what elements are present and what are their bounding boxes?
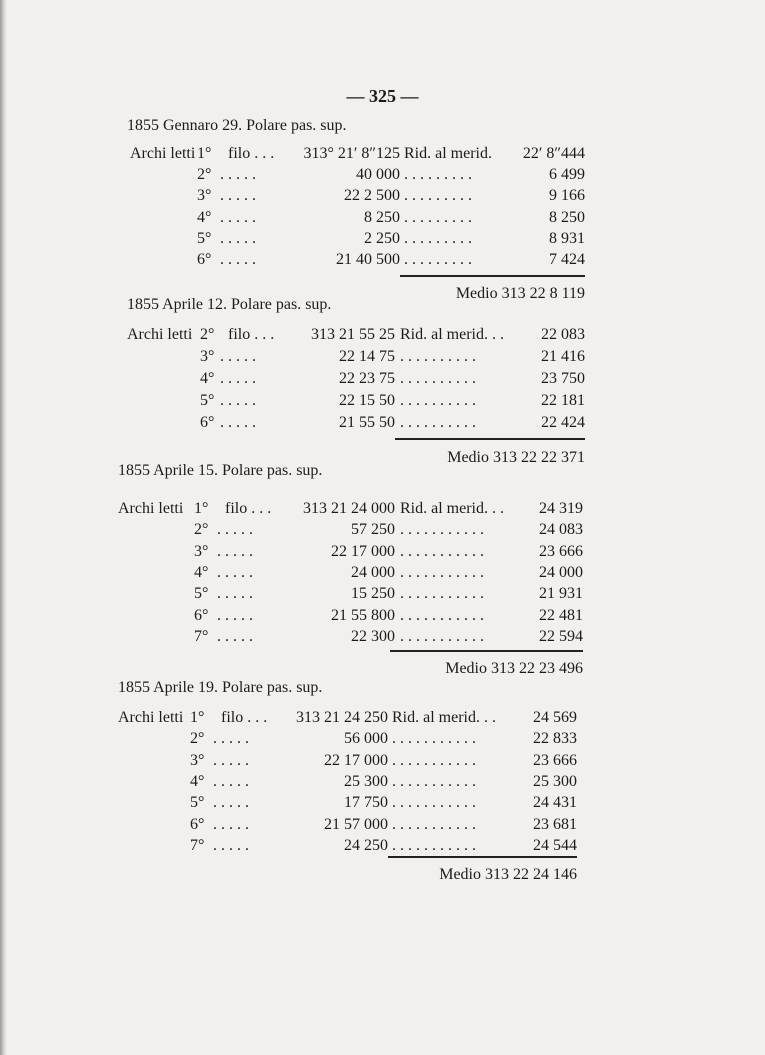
reading-value: 17 750 [344,794,388,812]
leader-text: . . . . . [213,751,249,769]
reduced-value: 24 569 [533,709,577,726]
table-row [0,709,765,729]
reading-value: 22 15 50 [339,392,395,409]
reading-value: 22 17 000 [324,751,388,769]
row-label: Archi letti [118,709,184,726]
reduced-value: 21 416 [541,348,585,365]
leader-text: . . . . . [217,521,253,539]
wire-ordinal: 7° [190,836,205,854]
leader-text: . . . . . [220,208,256,226]
reduced-value: 8 931 [549,229,585,247]
reduction-label: . . . . . . . . . [404,208,472,226]
table-row [0,392,765,412]
reduction-label: . . . . . . . . . . . [392,772,476,790]
reduction-label: . . . . . . . . . . . [400,606,484,624]
wire-ordinal: 6° [197,251,212,268]
leader-text: . . . . . [220,392,256,409]
leader-text: . . . . . [217,585,253,603]
reading-value: 25 300 [344,772,388,790]
reduced-value: 21 931 [539,585,583,603]
reduced-value: 7 424 [549,251,585,268]
table-row [0,145,765,165]
leader-text: . . . . . [213,815,249,833]
reduced-value: 22 083 [541,326,585,343]
reduced-value: 24 319 [539,500,583,517]
reduction-label: . . . . . . . . . . . [400,585,484,603]
reduction-label: . . . . . . . . . . . [400,627,484,645]
wire-ordinal: 4° [194,563,209,581]
table-row [0,230,765,250]
reduction-label: . . . . . . . . . . . [392,794,476,812]
section-title: 1855 Gennaro 29. Polare pas. sup. [127,117,347,134]
leader-text: . . . . . [220,187,256,205]
reading-value: 21 57 000 [324,815,388,833]
wire-ordinal: 6° [200,414,215,431]
reduction-label: . . . . . . . . . . . [392,730,476,748]
leader-text: . . . . . [217,542,253,560]
table-row [0,816,765,836]
reduced-value: 22 181 [541,392,585,409]
reading-value: 57 250 [351,521,395,539]
reduction-label: Rid. al merid. . . [400,326,504,343]
wire-ordinal: 7° [194,627,209,645]
wire-ordinal: 3° [194,542,209,560]
reading-value: 15 250 [351,585,395,603]
wire-ordinal: 4° [197,208,212,226]
reading-value: 22 17 000 [331,542,395,560]
leader-text: . . . . . [220,370,256,387]
reduced-value: 24 083 [539,521,583,539]
table-row [0,251,765,271]
leader-text: . . . . . [220,229,256,247]
wire-ordinal: 3° [190,751,205,769]
table-row [0,187,765,207]
table-row [0,500,765,520]
reduced-value: 22 481 [539,606,583,624]
mean-value: Medio 313 22 22 371 [447,449,585,466]
leader-text: . . . . . [213,836,249,854]
reading-value: 22 14 75 [339,348,395,365]
reduced-value: 8 250 [549,208,585,226]
reading-value: 21 55 800 [331,606,395,624]
reading-value: 313 21 24 000 [303,500,395,517]
wire-ordinal: 2° [190,730,205,748]
reduction-label: Rid. al merid. [404,145,492,162]
reduced-value: 25 300 [533,772,577,790]
reduced-value: 23 666 [533,751,577,769]
wire-ordinal: 5° [190,794,205,812]
reading-value: 24 250 [344,836,388,854]
reduction-label: . . . . . . . . . [404,166,472,184]
table-row [0,326,765,346]
leader-text: filo . . . [221,709,268,726]
leader-text: . . . . . [220,348,256,365]
table-row [0,166,765,186]
leader-text: . . . . . [217,627,253,645]
wire-ordinal: 6° [190,815,205,833]
wire-ordinal: 1° [197,145,212,162]
table-row [0,209,765,229]
table-row [0,564,765,584]
leader-text: filo . . . [228,145,275,162]
leader-text: . . . . . [220,251,256,268]
wire-ordinal: 5° [197,229,212,247]
section-title: 1855 Aprile 19. Polare pas. sup. [118,679,323,696]
reading-value: 22 2 500 [344,187,400,205]
reduction-label: . . . . . . . . . . [400,392,476,409]
reduction-label: . . . . . . . . . . . [392,815,476,833]
reduction-label: . . . . . . . . . . . [400,521,484,539]
reduced-value: 24 000 [539,563,583,581]
leader-text: . . . . . [213,772,249,790]
reading-value: 8 250 [364,208,400,226]
wire-ordinal: 3° [197,187,212,205]
reduced-value: 23 681 [533,815,577,833]
reduction-label: . . . . . . . . . [404,187,472,205]
wire-ordinal: 4° [190,772,205,790]
reading-value: 56 000 [344,730,388,748]
reduction-label: . . . . . . . . . [404,229,472,247]
sum-rule [388,856,577,858]
wire-ordinal: 4° [200,370,215,387]
reading-value: 40 000 [356,166,400,184]
wire-ordinal: 2° [197,166,212,184]
reduced-value: 22 594 [539,627,583,645]
wire-ordinal: 2° [200,326,215,343]
reading-value: 24 000 [351,563,395,581]
leader-text: . . . . . [217,563,253,581]
leader-text: filo . . . [225,500,272,517]
table-row [0,585,765,605]
leader-text: . . . . . [213,794,249,812]
table-row [0,370,765,390]
reduction-label: . . . . . . . . . . . [400,542,484,560]
reduction-label: . . . . . . . . . [404,251,472,268]
sum-rule [395,438,585,440]
reading-value: 313 21 55 25 [311,326,395,343]
table-row [0,607,765,627]
reduced-value: 23 750 [541,370,585,387]
reduction-label: Rid. al merid. . . [392,709,496,726]
mean-value: Medio 313 22 24 146 [439,866,577,883]
table-row [0,543,765,563]
leader-text: . . . . . [220,166,256,184]
reduction-label: . . . . . . . . . . . [392,751,476,769]
reduced-value: 23 666 [539,542,583,560]
table-row [0,414,765,434]
reduced-value: 6 499 [549,166,585,184]
mean-value: Medio 313 22 23 496 [445,660,583,677]
wire-ordinal: 6° [194,606,209,624]
reduction-label: Rid. al merid. . . [400,500,504,517]
reading-value: 22 300 [351,627,395,645]
reading-value: 313 21 24 250 [296,709,388,726]
mean-value: Medio 313 22 8 119 [455,285,585,302]
table-row [0,628,765,648]
reading-value: 313° 21′ 8″125 [303,145,400,162]
leader-text: . . . . . [220,414,256,431]
wire-ordinal: 3° [200,348,215,365]
row-label: Archi letti [118,500,184,517]
reduced-value: 22′ 8″444 [522,145,585,162]
reduction-label: . . . . . . . . . . [400,414,476,431]
row-label: Archi letti [127,326,193,343]
reduced-value: 9 166 [549,187,585,205]
wire-ordinal: 1° [194,500,209,517]
table-row [0,837,765,857]
reading-value: 22 23 75 [339,370,395,387]
table-row [0,773,765,793]
reduction-label: . . . . . . . . . . [400,370,476,387]
leader-text: . . . . . [213,730,249,748]
leader-text: . . . . . [217,606,253,624]
wire-ordinal: 2° [194,521,209,539]
reduction-label: . . . . . . . . . . [400,348,476,365]
reading-value: 2 250 [364,229,400,247]
reading-value: 21 55 50 [339,414,395,431]
section-title: 1855 Aprile 15. Polare pas. sup. [118,462,323,479]
table-row [0,752,765,772]
reduced-value: 24 431 [533,794,577,812]
reduced-value: 22 833 [533,730,577,748]
section-title: 1855 Aprile 12. Polare pas. sup. [127,296,332,313]
wire-ordinal: 5° [200,392,215,409]
reduced-value: 22 424 [541,414,585,431]
reduction-label: . . . . . . . . . . . [392,836,476,854]
table-row [0,730,765,750]
wire-ordinal: 5° [194,585,209,603]
reading-value: 21 40 500 [336,251,400,268]
wire-ordinal: 1° [190,709,205,726]
leader-text: filo . . . [228,326,275,343]
reduced-value: 24 544 [533,836,577,854]
table-row [0,794,765,814]
sum-rule [390,650,583,652]
reduction-label: . . . . . . . . . . . [400,563,484,581]
table-row [0,348,765,368]
table-row [0,521,765,541]
page-number: — 325 — [346,86,419,106]
row-label: Archi letti [130,145,196,162]
sum-rule [400,275,585,277]
